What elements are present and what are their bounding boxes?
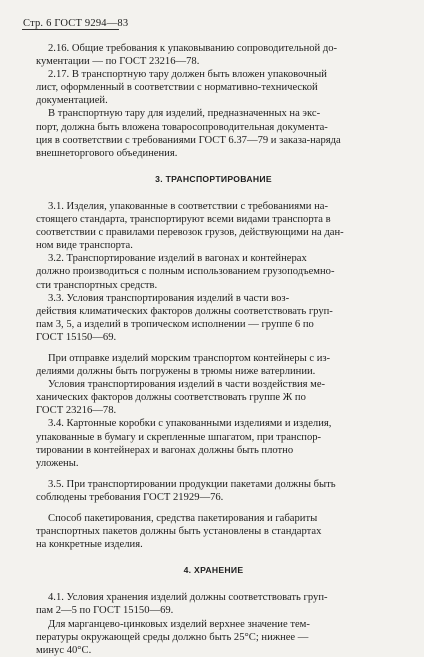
paragraph-3-1 <box>36 200 391 252</box>
text-line: 2.17. В транспортную тару должен быть вложен упаковочный <box>48 69 327 81</box>
text-line: ГОСТ 23216—78. <box>36 405 117 417</box>
paragraph-2-17 <box>36 68 391 107</box>
paragraph-3-5 <box>36 478 391 504</box>
text-line: Условия транспортирования изделий в части воздействия ме- <box>48 379 326 391</box>
text-line: должно производиться с полным использованием грузоподъемно- <box>36 266 335 278</box>
text-line: упакованные в бумагу и скрепленные шпагатом, при транспор- <box>36 431 322 443</box>
text-line: 3.2. Транспортирование изделий в вагонах и контейнерах <box>48 253 307 265</box>
page-header: Стр. 6 ГОСТ 9294—83 <box>23 18 129 29</box>
text-line: документацией. <box>36 95 108 107</box>
text-line: стоящего стандарта, транспортируют всеми видами транспорта в <box>36 214 331 226</box>
text-line: соблюдены требования ГОСТ 21929—76. <box>36 491 224 503</box>
text-line: пам 2—5 по ГОСТ 15150—69. <box>36 605 174 617</box>
text-line: 3.3. Условия транспортирования изделий в части воз- <box>48 292 290 304</box>
paragraph-3-3 <box>36 292 391 344</box>
text-line: Способ пакетирования, средства пакетирования и габариты <box>48 513 318 524</box>
paragraph-sea-transport <box>36 352 391 378</box>
text-line: ханических факторов должны соответствовать группе Ж по <box>36 392 306 404</box>
paragraph-export-docs <box>36 107 391 159</box>
text-line: 3.1. Изделия, упакованные в соответствии с требованиями на- <box>48 200 328 212</box>
text-line: делиями должны быть погружены в трюмы ниже ватерлинии. <box>36 366 316 378</box>
text-line: на конкретные изделия. <box>36 539 143 551</box>
text-line: действия климатических факторов должны соответствовать груп- <box>36 305 333 317</box>
section-heading-transport: 3. ТРАНСПОРТИРОВАНИЕ <box>155 173 272 184</box>
text-line: ция в соответствии с требованиями ГОСТ 6.37—79 и заказа-наряда <box>36 134 341 146</box>
text-line: В транспортную тару для изделий, предназначенных на экс- <box>48 108 321 120</box>
paragraph-3-2 <box>36 252 391 291</box>
text-line: сти транспортных средств. <box>36 279 158 291</box>
document-body <box>36 42 391 657</box>
paragraph-packaging-method <box>36 512 391 551</box>
paragraph-4-1 <box>36 591 391 617</box>
text-line: кументации — по ГОСТ 23216—78. <box>36 56 200 68</box>
text-line: соответствии с правилами перевозок грузов, действующими на дан- <box>36 227 344 239</box>
header-underline <box>22 29 119 30</box>
text-line: порт, должна быть вложена товаросопроводительная документа- <box>36 121 328 133</box>
text-line: 3.4. Картонные коробки с упакованными изделиями и изделия, <box>48 418 332 430</box>
text-line: лист, оформленный в соответствии с нормативно-технической <box>36 82 318 94</box>
section-heading-storage: 4. ХРАНЕНИЕ <box>183 565 244 576</box>
text-line: уложены. <box>36 457 79 469</box>
text-line: 3.5. При транспортировании продукции пакетами должны быть <box>48 478 336 490</box>
text-line: ГОСТ 15150—69. <box>36 331 117 343</box>
text-line: тировании в контейнерах и вагонах должны быть плотно <box>36 444 294 456</box>
text-line: пам 3, 5, а изделий в тропическом исполнении — группе 6 по <box>36 318 314 330</box>
paragraph-2-16 <box>36 42 391 68</box>
paragraph-mechanical-factors <box>36 378 391 417</box>
text-line: 2.16. Общие требования к упаковыванию сопроводительной до- <box>48 43 338 54</box>
text-line: пературы окружающей среды должно быть 25°С; нижнее — <box>36 631 309 643</box>
text-line: При отправке изделий морским транспортом контейнеры с из- <box>48 352 331 364</box>
text-line: транспортных пакетов должны быть установлены в стандартах <box>36 526 322 538</box>
text-line: Для марганцево-цинковых изделий верхнее значение тем- <box>48 618 310 630</box>
paragraph-temperature <box>36 618 391 657</box>
text-line: 4.1. Условия хранения изделий должны соответствовать груп- <box>48 592 328 604</box>
paragraph-3-4 <box>36 417 391 469</box>
text-line: ном виде транспорта. <box>36 240 133 252</box>
text-line: внешнеторгового объединения. <box>36 147 178 159</box>
text-line: минус 40°С. <box>36 644 92 656</box>
